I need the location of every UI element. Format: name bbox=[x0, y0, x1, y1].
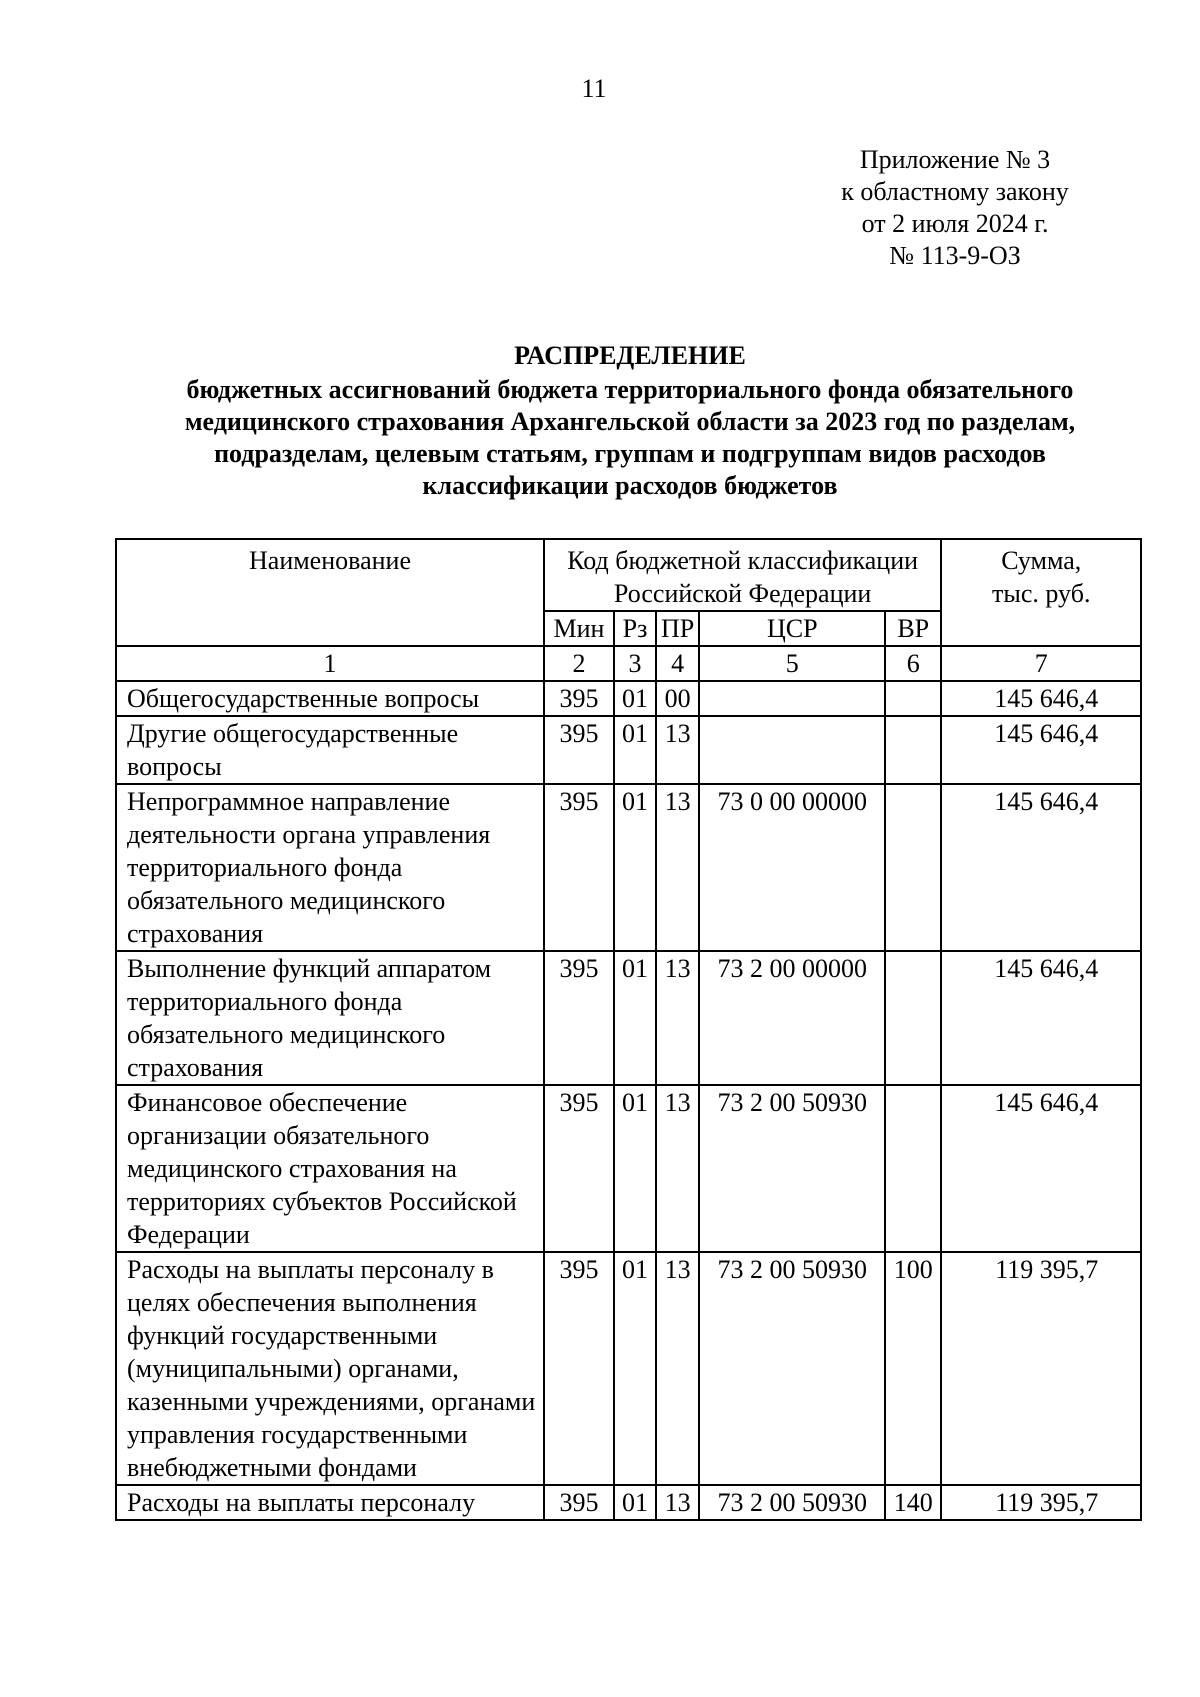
row-csr: 73 2 00 50930 bbox=[699, 1085, 885, 1252]
row-name: Другие общегосударственные вопросы bbox=[116, 716, 544, 784]
row-sum: 119 395,7 bbox=[941, 1485, 1141, 1520]
row-pr: 13 bbox=[656, 716, 699, 784]
row-rz: 01 bbox=[614, 951, 656, 1085]
row-pr: 13 bbox=[656, 951, 699, 1085]
header-sum bbox=[941, 539, 1141, 646]
table-row bbox=[116, 1252, 1141, 1485]
row-min: 395 bbox=[544, 1485, 614, 1520]
appendix-note bbox=[820, 144, 1090, 272]
column-number: 4 bbox=[656, 646, 699, 681]
header-pr: ПР bbox=[656, 611, 699, 646]
header-code-line: Код бюджетной классификации bbox=[567, 546, 919, 575]
row-name: Непрограммное направление деятельности органа управления территориального фонда обязательного медицинского страхования bbox=[116, 784, 544, 951]
row-min: 395 bbox=[544, 681, 614, 716]
table-row bbox=[116, 1485, 1141, 1520]
row-csr: 73 2 00 50930 bbox=[699, 1252, 885, 1485]
column-number-row bbox=[116, 646, 1141, 681]
row-sum: 145 646,4 bbox=[941, 784, 1141, 951]
title-line: подразделам, целевым статьям, группам и подгруппам видов расходов bbox=[214, 439, 1046, 468]
row-rz: 01 bbox=[614, 784, 656, 951]
appendix-line: № 113-9-ОЗ bbox=[889, 241, 1021, 270]
header-min: Мин bbox=[544, 611, 614, 646]
column-number: 2 bbox=[544, 646, 614, 681]
header-sum-line: Сумма, bbox=[1001, 546, 1082, 575]
row-pr: 13 bbox=[656, 1485, 699, 1520]
row-name: Расходы на выплаты персоналу в целях обеспечения выполнения функций государственными (муниципальными) органами, казенными учреждениями, органами управления государственными внебюджетными фондами bbox=[116, 1252, 544, 1485]
appendix-line: к областному закону bbox=[841, 177, 1069, 206]
row-vr bbox=[885, 784, 941, 951]
header-vr: ВР bbox=[885, 611, 941, 646]
header-csr: ЦСР bbox=[699, 611, 885, 646]
header-rz: Рз bbox=[614, 611, 656, 646]
row-csr bbox=[699, 681, 885, 716]
page-number: 11 bbox=[581, 74, 607, 103]
column-number: 1 bbox=[116, 646, 544, 681]
row-rz: 01 bbox=[614, 681, 656, 716]
row-csr: 73 2 00 00000 bbox=[699, 951, 885, 1085]
title-line: классификации расходов бюджетов bbox=[422, 471, 838, 500]
title-main: РАСПРЕДЕЛЕНИЕ bbox=[514, 341, 746, 370]
header-code-line: Российской Федерации bbox=[613, 579, 872, 608]
row-name: Расходы на выплаты персоналу bbox=[116, 1485, 544, 1520]
row-rz: 01 bbox=[614, 1252, 656, 1485]
table-row bbox=[116, 951, 1141, 1085]
row-csr: 73 2 00 50930 bbox=[699, 1485, 885, 1520]
header-sum-line: тыс. руб. bbox=[992, 579, 1091, 608]
row-vr: 140 bbox=[885, 1485, 941, 1520]
row-min: 395 bbox=[544, 1252, 614, 1485]
row-name: Финансовое обеспечение организации обязательного медицинского страхования на территориях субъектов Российской Федерации bbox=[116, 1085, 544, 1252]
row-min: 395 bbox=[544, 784, 614, 951]
title-line: медицинского страхования Архангельской области за 2023 год по разделам, bbox=[184, 407, 1076, 436]
row-pr: 13 bbox=[656, 1085, 699, 1252]
row-pr: 13 bbox=[656, 784, 699, 951]
column-number: 7 bbox=[941, 646, 1141, 681]
column-number: 5 bbox=[699, 646, 885, 681]
appendix-line: от 2 июля 2024 г. bbox=[861, 209, 1049, 238]
row-rz: 01 bbox=[614, 1085, 656, 1252]
row-sum: 145 646,4 bbox=[941, 1085, 1141, 1252]
row-rz: 01 bbox=[614, 716, 656, 784]
row-vr bbox=[885, 951, 941, 1085]
header-code bbox=[544, 539, 941, 611]
title-line: бюджетных ассигнований бюджета территориального фонда обязательного bbox=[186, 375, 1074, 404]
table-row bbox=[116, 716, 1141, 784]
document-title bbox=[120, 340, 1140, 502]
row-vr bbox=[885, 1085, 941, 1252]
row-vr bbox=[885, 681, 941, 716]
row-rz: 01 bbox=[614, 1485, 656, 1520]
row-min: 395 bbox=[544, 951, 614, 1085]
table-row bbox=[116, 1085, 1141, 1252]
header-name: Наименование bbox=[116, 539, 544, 646]
appendix-line: Приложение № 3 bbox=[859, 145, 1051, 174]
header-row bbox=[116, 539, 1141, 611]
row-sum: 119 395,7 bbox=[941, 1252, 1141, 1485]
row-min: 395 bbox=[544, 1085, 614, 1252]
row-vr bbox=[885, 716, 941, 784]
table-row bbox=[116, 681, 1141, 716]
row-sum: 145 646,4 bbox=[941, 681, 1141, 716]
table-row bbox=[116, 784, 1141, 951]
row-name: Выполнение функций аппаратом территориального фонда обязательного медицинского страхования bbox=[116, 951, 544, 1085]
budget-table bbox=[115, 538, 1142, 1521]
row-pr: 13 bbox=[656, 1252, 699, 1485]
row-csr: 73 0 00 00000 bbox=[699, 784, 885, 951]
row-pr: 00 bbox=[656, 681, 699, 716]
row-sum: 145 646,4 bbox=[941, 716, 1141, 784]
row-name: Общегосударственные вопросы bbox=[116, 681, 544, 716]
row-csr bbox=[699, 716, 885, 784]
column-number: 6 bbox=[885, 646, 941, 681]
row-min: 395 bbox=[544, 716, 614, 784]
row-vr: 100 bbox=[885, 1252, 941, 1485]
column-number: 3 bbox=[614, 646, 656, 681]
row-sum: 145 646,4 bbox=[941, 951, 1141, 1085]
